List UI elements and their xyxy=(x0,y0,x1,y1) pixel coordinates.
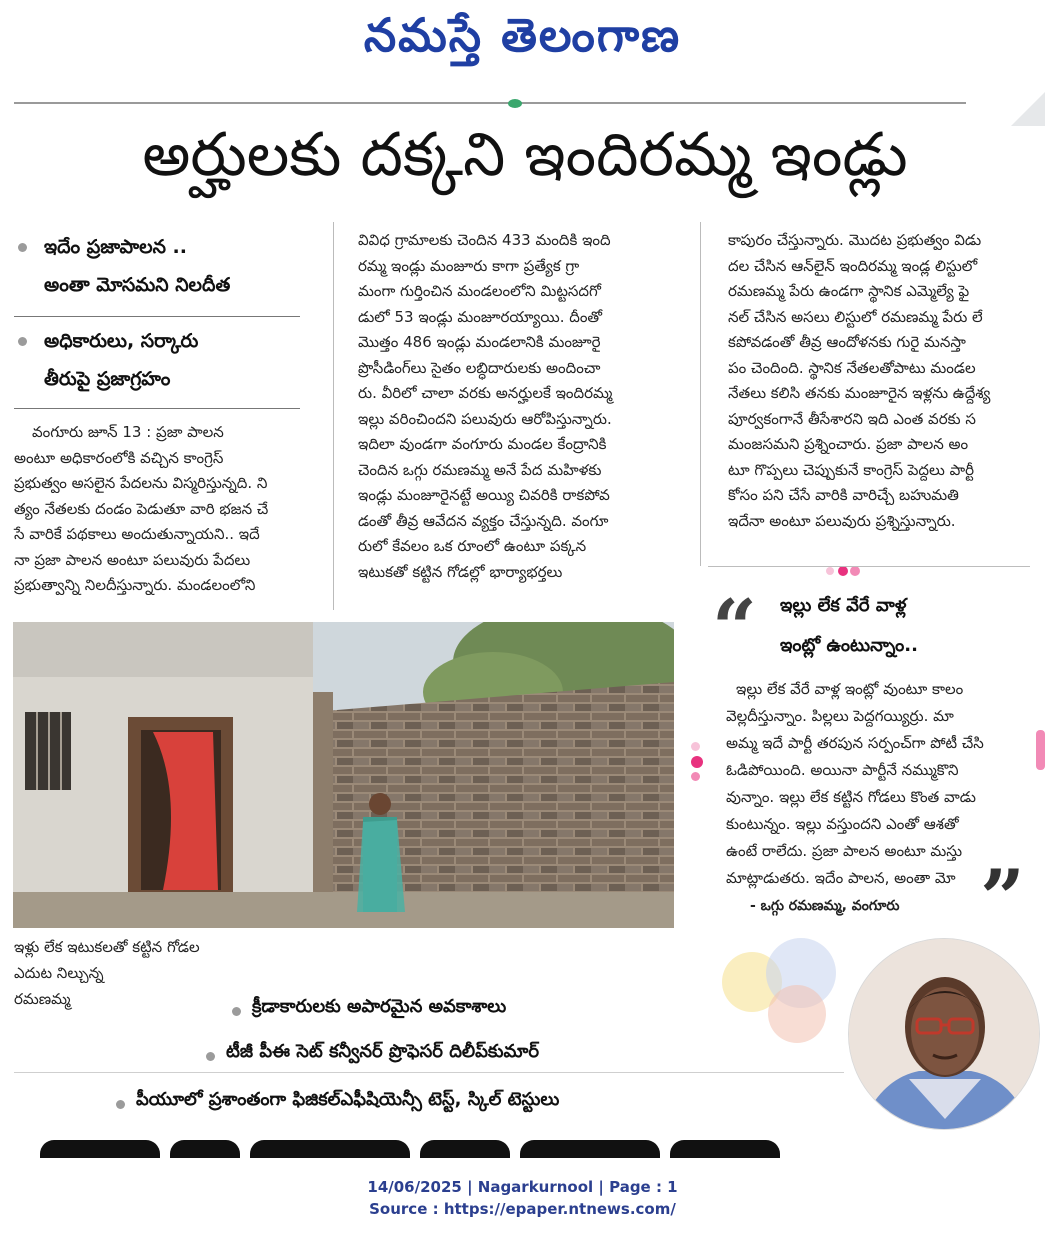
column-divider xyxy=(333,222,334,610)
bullet-text: అధికారులు, సర్కారు xyxy=(44,330,199,352)
text-line: పూర్వకంగానే తీసేశారని ఇది ఎంత వరకు స xyxy=(728,409,976,428)
quote-line: అమ్మ ఇదే పార్టీ తరపున సర్పంచ్‌గా పోటీ చేసి xyxy=(726,734,984,752)
bullet-dot-icon xyxy=(206,1052,215,1061)
text-line: చెందిన ఒగ్గు రమణమ్మ అనే పేద మహిళకు xyxy=(358,460,602,479)
bullet-dot-icon xyxy=(18,337,27,346)
text-line: ఇదేనా అంటూ పలువురు ప్రశ్నిస్తున్నారు. xyxy=(728,511,956,530)
quote-line: వెల్లదీస్తున్నాం. పిల్లలు పెద్దగయ్యిర్రు. మా xyxy=(726,707,954,725)
bullet-line xyxy=(14,360,304,398)
promo-headline-1[interactable]: క్రీడాకారులకు అపారమైన అవకాశాలు xyxy=(252,996,507,1017)
portrait-photo xyxy=(848,938,1040,1130)
bullet-divider xyxy=(14,408,300,409)
quote-line: ఓడిపోయింది. అయినా పార్టీనే నమ్ముకొని xyxy=(726,761,959,779)
subheading-bullet-2 xyxy=(14,322,304,398)
article-headline: అర్హులకు దక్కని ఇందిరమ్మ ఇండ్లు xyxy=(142,120,908,190)
quote-line: మాట్లాడుతరు. ఇదేం పాలన, అంతా మో xyxy=(726,869,956,887)
text-line: అంటూ అధికారంలోకి వచ్చిన కాంగ్రెస్ xyxy=(14,448,224,467)
promo-headline-3[interactable]: పీయూలో ప్రశాంతంగా ఫిజికల్ఎఫీషియెన్సీ టెస్ట్, స్కిల్ టెస్టులు xyxy=(136,1089,560,1110)
text-line: డులో 53 ఇండ్లు మంజూరయ్యాయి. దీంతో xyxy=(358,307,603,326)
decorative-dot-icon xyxy=(691,772,700,781)
open-quote-icon: “ xyxy=(712,583,757,674)
page-bottom-margin xyxy=(0,1158,1045,1239)
text-line: కాపురం చేస్తున్నారు. మొదట ప్రభుత్వం విడు xyxy=(728,231,982,249)
quote-heading-line: ఇల్లు లేక వేరే వాళ్ల xyxy=(780,595,907,616)
bullet-dot-icon xyxy=(232,1007,241,1016)
text-line: ఇల్లు వరించిందని పలువురు ఆరోపిస్తున్నారు. xyxy=(358,409,612,428)
bullet-line xyxy=(14,228,304,266)
text-line: వంగూరు జూన్ 13 : ప్రజా పాలన xyxy=(32,423,224,441)
text-line: రమ్మ ఇండ్లు మంజూరు కాగా ప్రత్యేక గ్రా xyxy=(358,256,580,275)
text-line: మొత్తం 486 ఇండ్లు మండలానికి మంజూరై xyxy=(358,333,601,351)
decorative-dot-icon xyxy=(691,756,703,768)
bullet-line xyxy=(14,266,304,304)
caption-line: ఇళ్లు లేక ఇటుకలతో కట్టిన గోడల xyxy=(14,938,200,956)
quote-line: కుంటున్నం. ఇల్లు వస్తుందని ఎంతో ఆశతో xyxy=(726,815,959,833)
text-line: మంగా గుర్తించిన మండలంలోని మిట్టసదగో xyxy=(358,282,601,300)
footer-source-link[interactable]: Source : https://epaper.ntnews.com/ xyxy=(369,1200,676,1218)
text-line: నేతలు కలిసి తనకు మంజూరైన ఇళ్లను ఉద్దేశ్య xyxy=(728,384,991,402)
bullet-dot-icon xyxy=(116,1100,125,1109)
quote-heading xyxy=(780,586,1030,666)
text-line: ఇటుకతో కట్టిన గోడల్లో భార్యాభర్తలు xyxy=(358,562,563,581)
subheading-bullet-1 xyxy=(14,228,304,304)
text-line: ఇండ్లు మంజూరైనట్టే అయ్యి చివరికి రాకపోవ xyxy=(358,486,610,504)
text-line: రమణమ్మ పేరు ఉండగా స్థానిక ఎమ్మెల్యే ఫై xyxy=(728,282,970,300)
decorative-leaf-icon xyxy=(508,99,522,108)
text-line: వివిధ గ్రామాలకు చెందిన 433 మందికి ఇంది xyxy=(358,231,611,249)
text-line: రు. వీరిలో చాలా వరకు అనర్హులకే ఇందిరమ్మ xyxy=(358,384,613,402)
bullet-divider xyxy=(14,316,300,317)
text-line: త్యం నేతలకు దండం పెడుతూ వారి భజన చే xyxy=(14,499,269,518)
text-line: నల్ చేసిన అసలు లిస్టులో రమణమ్మ పేరు లే xyxy=(728,307,983,326)
close-quote-icon: ” xyxy=(980,853,1025,944)
text-line: టూ గొప్పలు చెప్పుకునే కాంగ్రెస్ పెద్దలు పార్టీ xyxy=(728,460,974,479)
text-line: కపోవడంతో తీవ్ర ఆందోళనకు గురై మనస్తా xyxy=(728,333,966,351)
caption-line: ఎదుట నిల్చున్న xyxy=(14,964,104,982)
decorative-dot-icon xyxy=(1036,730,1045,770)
quote-heading-line: ఇంట్లో ఉంటున్నాం.. xyxy=(780,635,918,656)
text-line: పం చెందింది. స్థానిక నేతలతోపాటు మండల xyxy=(728,358,976,377)
quote-line: ఇల్లు లేక వేరే వాళ్ల ఇంట్లో వుంటూ కాలం xyxy=(736,680,964,698)
article-photo xyxy=(13,622,674,928)
text-line: కోసం పని చేసే వారికి వారిచ్చే బహుమతి xyxy=(728,486,959,504)
photo-caption xyxy=(14,934,274,1012)
woman-portrait-image xyxy=(849,939,1040,1130)
text-line: ఇదిలా వుండగా వంగూరు మండల కేంద్రానికి xyxy=(358,435,607,453)
text-line: డంతో తీవ్ర ఆవేదన వ్యక్తం చేస్తున్నది. వంగూ xyxy=(358,511,609,530)
promo-divider xyxy=(14,1072,844,1073)
text-line: నా ప్రజా పాలన అంటూ పలువురు పేదలు xyxy=(14,550,251,569)
newspaper-masthead: నమస్తే తెలంగాణ xyxy=(363,8,682,62)
decorative-dot-icon xyxy=(691,742,700,751)
quote-attribution: - ఒగ్గు రమణమ్మ, వంగూరు xyxy=(750,898,900,914)
decorative-circle-icon xyxy=(768,985,826,1043)
house-wall-photo-image xyxy=(13,622,674,928)
cut-off-headline-graphic xyxy=(40,1134,840,1160)
article-column-1 xyxy=(14,420,314,599)
bullet-dot-icon xyxy=(18,243,27,252)
column-divider xyxy=(700,222,701,566)
text-line: రులో కేవలం ఒక రూంలో ఉంటూ పక్కన xyxy=(358,537,587,555)
bullet-text: ఇదేం ప్రజాపాలన .. xyxy=(44,236,187,258)
text-line: సే వారికే పథకాలు అందుతున్నాయని.. ఇదే xyxy=(14,525,260,543)
article-column-3 xyxy=(728,228,1038,534)
article-column-2 xyxy=(358,228,688,585)
bullet-text: తీరుపై ప్రజాగ్రహం xyxy=(44,368,171,390)
text-line: దల చేసిన ఆన్‌లైన్ ఇందిరమ్మ ఇండ్ల లిస్టులో xyxy=(728,256,978,275)
text-line: ప్రభుత్వం అసలైన పేదలను విస్మరిస్తున్నది. ని xyxy=(14,474,268,492)
text-line: ప్రభుత్వాన్ని నిలదీస్తున్నారు. మండలంలోని xyxy=(14,576,256,594)
text-line: ప్రొసీడింగ్‌లు సైతం లబ్ధిదారులకు అందించా xyxy=(358,358,601,377)
footer-date-edition: 14/06/2025 | Nagarkurnool | Page : 1 xyxy=(367,1178,678,1196)
text-line: మంజసమని ప్రశ్నించారు. ప్రజా పాలన అం xyxy=(728,435,969,453)
caption-line: రమణమ్మ xyxy=(14,990,71,1008)
quote-line: వున్నాం. ఇల్లు లేక కట్టిన గోడలు కొంత వాడు xyxy=(726,788,976,806)
bullet-text: అంతా మోసమని నిలదీత xyxy=(44,274,231,296)
bullet-line xyxy=(14,322,304,360)
masthead-divider xyxy=(14,102,966,104)
promo-headline-2[interactable]: టీజీ పీఈ సెట్ కన్వీనర్ ప్రొఫెసర్ దిలీప్‌కుమార్ xyxy=(226,1041,540,1062)
quote-line: ఉంటే రాలేదు. ప్రజా పాలన అంటూ మస్తు xyxy=(726,842,963,860)
